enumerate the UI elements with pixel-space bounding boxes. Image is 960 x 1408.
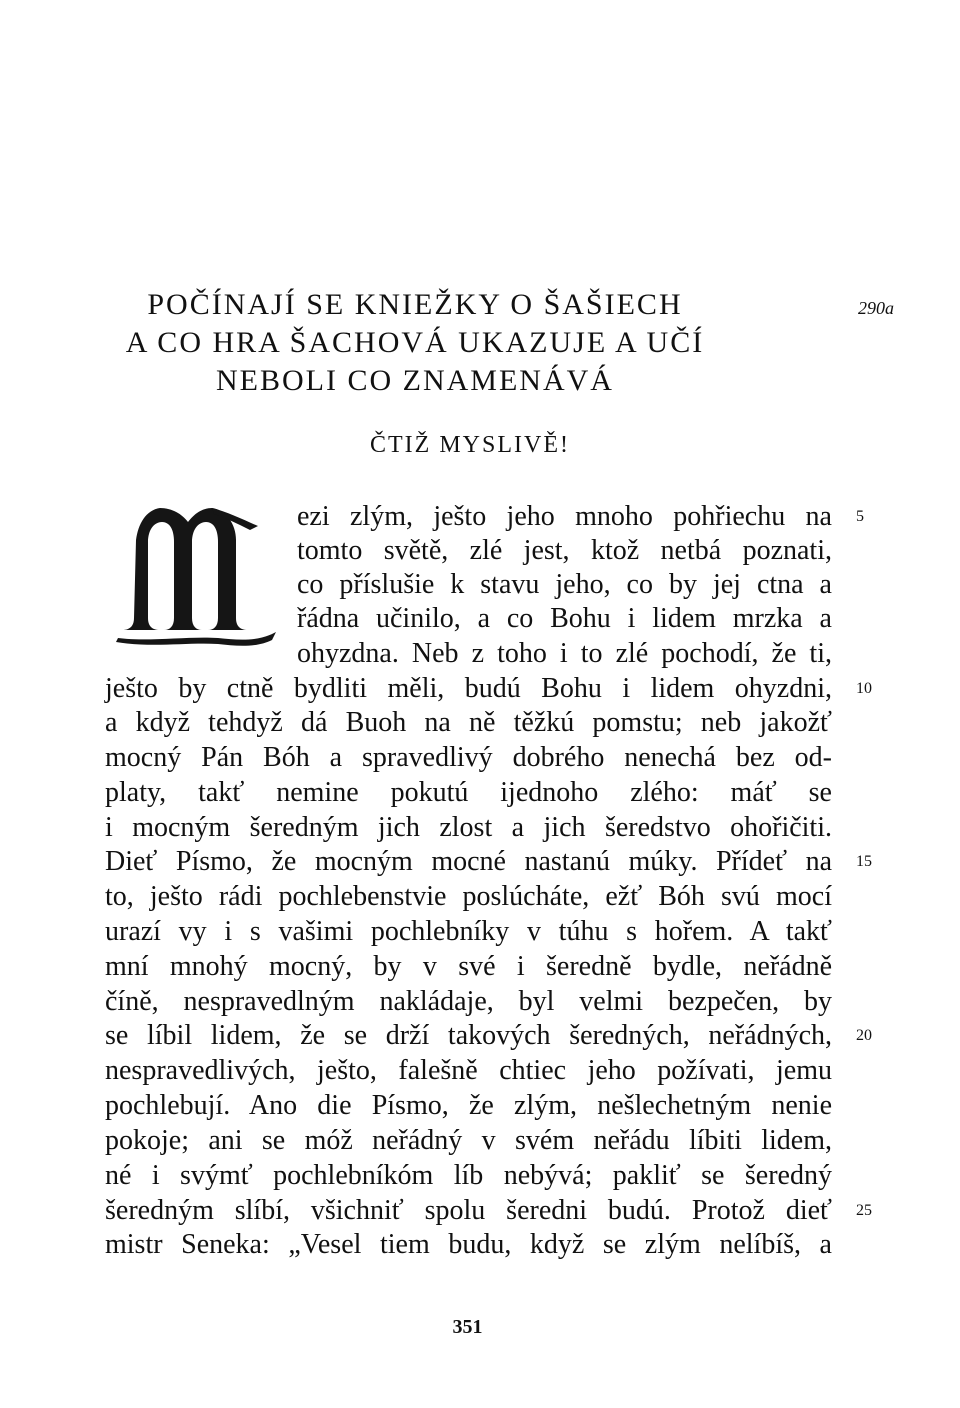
chapter-heading-line-3: NEBOLI CO ZNAMENÁVÁ <box>216 364 614 397</box>
text-line-18: pochlebují. Ano die Písmo, že zlým, nešlechetným nenie <box>105 1090 832 1121</box>
line-number-5: 5 <box>856 508 864 525</box>
text-line-8: mocný Pán Bóh a spravedlivý dobrého nenechá bez od- <box>105 742 832 773</box>
folio-reference: 290a <box>858 298 894 318</box>
text-line-10: i mocným šeredným jich zlost a jich šeredstvo ohořičiti. <box>105 812 832 843</box>
text-line-13: urazí vy i s vašimi pochlebníky v túhu s hořem. A takť <box>105 916 832 947</box>
text-line-16: se líbil lidem, že se drží takových šeredných, neřádných, <box>105 1020 832 1051</box>
page-number: 351 <box>452 1316 483 1338</box>
text-line-11: Dieť Písmo, že mocným mocné nastanú múky. Přídeť na <box>105 846 832 877</box>
text-line-15: číně, nespravedlným nakládaje, byl velmi bezpečen, by <box>105 986 832 1017</box>
line-number-15: 15 <box>856 853 872 870</box>
text-line-20: né i svýmť pochlebníkóm líb nebývá; pakliť se šeredný <box>105 1160 832 1191</box>
text-line-21: šeredným slíbí, všichniť spolu šeredni budú. Protož dieť <box>105 1195 832 1226</box>
text-line-3: co příslušie k stavu jeho, co by jej ctna a <box>297 569 832 600</box>
text-line-5: ohyzdna. Neb z toho i to zlé pochodí, že ti, <box>297 638 832 669</box>
chapter-heading-line-2: A CO HRA ŠACHOVÁ UKAZUJE A UČÍ <box>125 326 705 359</box>
line-number-10: 10 <box>856 680 872 697</box>
text-line-14: mní mnohý mocný, by v své i šeredně bydle, neřádně <box>105 951 832 982</box>
line-number-20: 20 <box>856 1027 872 1044</box>
text-line-12: to, ješto rádi pochlebenstvie poslúcháte, ežť Bóh svú mocí <box>105 881 832 912</box>
text-line-1: ezi zlým, ješto jeho mnoho pohřiechu na <box>297 501 832 532</box>
chapter-heading-line-1: POČÍNAJÍ SE KNIEŽKY O ŠAŠIECH <box>147 288 683 321</box>
sub-heading: ČTIŽ MYSLIVĚ! <box>370 432 570 458</box>
text-line-4: řádna učinilo, a co Bohu i lidem mrzka a <box>297 603 832 634</box>
line-number-25: 25 <box>856 1202 872 1219</box>
text-line-2: tomto světě, zlé jest, ktož netbá poznati, <box>297 535 832 566</box>
text-line-7: a když tehdyž dá Buoh na ně těžkú pomstu; neb jakožť <box>105 707 832 738</box>
text-line-6: ješto by ctně bydliti měli, budú Bohu i lidem ohyzdni, <box>105 673 832 704</box>
decorated-initial-m-icon <box>108 500 283 660</box>
text-line-19: pokoje; ani se móž neřádný v svém neřádu líbiti lidem, <box>105 1125 832 1156</box>
text-line-9: platy, takť nemine pokutú ijednoho zlého: máť se <box>105 777 832 808</box>
text-line-17: nespravedlivých, ješto, falešně chtiec jeho požívati, jemu <box>105 1055 832 1086</box>
text-line-22: mistr Seneka: „Vesel tiem budu, když se zlým nelíbíš, a <box>105 1229 832 1260</box>
